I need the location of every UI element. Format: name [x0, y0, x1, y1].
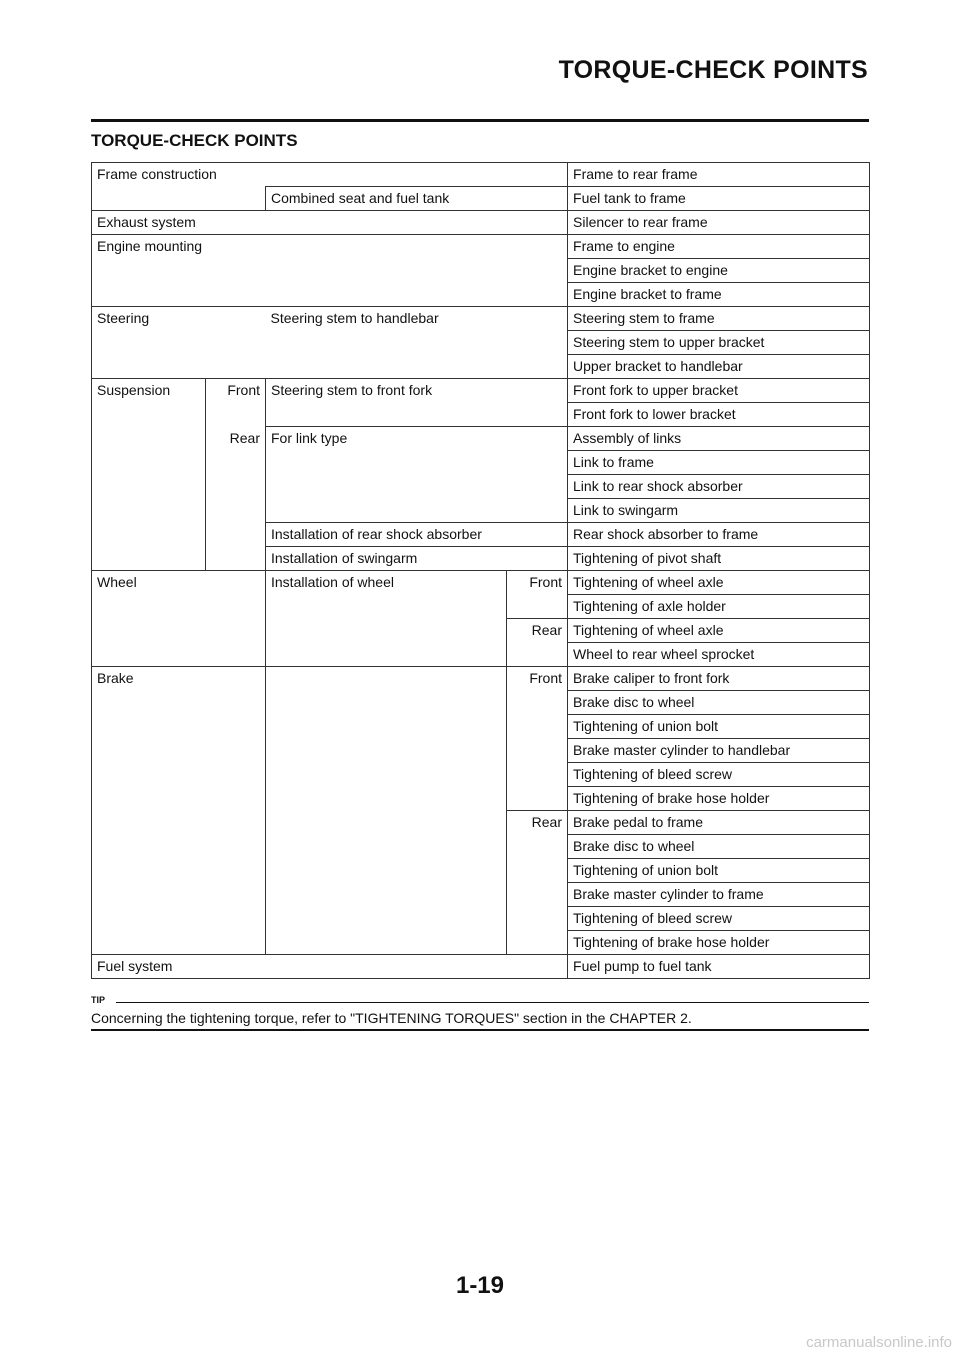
check-point-cell: Frame to rear frame [568, 163, 870, 187]
torque-check-table [91, 162, 870, 979]
check-point-cell: Brake pedal to frame [568, 811, 870, 835]
blank-cell [266, 667, 507, 955]
category-cell: Wheel [92, 571, 266, 667]
position-cell: Rear [206, 427, 266, 571]
check-point-cell: Tightening of brake hose holder [568, 787, 870, 811]
check-point-cell: Fuel pump to fuel tank [568, 955, 870, 979]
tip-rule [116, 1002, 869, 1003]
table-row [92, 427, 870, 451]
position-cell: Front [507, 667, 568, 811]
page-header-title: TORQUE-CHECK POINTS [558, 56, 868, 84]
check-point-cell: Tightening of pivot shaft [568, 547, 870, 571]
check-point-cell: Steering stem to upper bracket [568, 331, 870, 355]
check-point-cell: Rear shock absorber to frame [568, 523, 870, 547]
position-cell: Front [507, 571, 568, 619]
check-point-cell: Front fork to upper bracket [568, 379, 870, 403]
check-point-cell: Steering stem to frame [568, 307, 870, 331]
sub-item-cell: Combined seat and fuel tank [266, 187, 568, 211]
category-cell: Frame construction [92, 163, 568, 187]
header-rule [91, 119, 869, 122]
category-cell: Suspension [92, 379, 206, 571]
check-point-cell: Fuel tank to frame [568, 187, 870, 211]
check-point-cell: Link to rear shock absorber [568, 475, 870, 499]
check-point-cell: Tightening of bleed screw [568, 763, 870, 787]
category-cell: Fuel system [92, 955, 568, 979]
sub-item-cell: Steering stem to handlebar [266, 307, 568, 379]
category-cell: Brake [92, 667, 266, 955]
sub-item-cell: Installation of rear shock absorber [266, 523, 568, 547]
table-row [92, 163, 870, 187]
check-point-cell: Brake disc to wheel [568, 835, 870, 859]
category-cell: Exhaust system [92, 211, 568, 235]
section-title: TORQUE-CHECK POINTS [91, 131, 298, 150]
check-point-cell: Tightening of bleed screw [568, 907, 870, 931]
tip-bottom-rule [91, 1029, 869, 1031]
check-point-cell: Upper bracket to handlebar [568, 355, 870, 379]
check-point-cell: Link to swingarm [568, 499, 870, 523]
check-point-cell: Link to frame [568, 451, 870, 475]
check-point-cell: Brake disc to wheel [568, 691, 870, 715]
page-number: 1-19 [455, 1272, 505, 1299]
check-point-cell: Brake master cylinder to handlebar [568, 739, 870, 763]
check-point-cell: Brake caliper to front fork [568, 667, 870, 691]
check-point-cell: Tightening of union bolt [568, 715, 870, 739]
check-point-cell: Frame to engine [568, 235, 870, 259]
table-row [92, 667, 870, 691]
tip-text: Concerning the tightening torque, refer to "TIGHTENING TORQUES" section in the CHAPTER 2. [91, 1010, 692, 1026]
sub-item-cell: For link type [266, 427, 568, 523]
sub-item-cell: Installation of wheel [266, 571, 507, 667]
table-row [92, 379, 870, 403]
check-point-cell: Silencer to rear frame [568, 211, 870, 235]
check-point-cell: Engine bracket to frame [568, 283, 870, 307]
check-point-cell: Tightening of axle holder [568, 595, 870, 619]
check-point-cell: Engine bracket to engine [568, 259, 870, 283]
table-row [92, 235, 870, 259]
table-row [92, 187, 870, 211]
position-cell: Rear [507, 619, 568, 667]
blank-cell [92, 187, 266, 211]
check-point-cell: Tightening of brake hose holder [568, 931, 870, 955]
position-cell: Rear [507, 811, 568, 955]
category-cell: Steering [92, 307, 266, 379]
check-point-cell: Wheel to rear wheel sprocket [568, 643, 870, 667]
check-point-cell: Front fork to lower bracket [568, 403, 870, 427]
check-point-cell: Tightening of wheel axle [568, 619, 870, 643]
check-point-cell: Brake master cylinder to frame [568, 883, 870, 907]
position-cell: Front [206, 379, 266, 427]
check-point-cell: Tightening of wheel axle [568, 571, 870, 595]
watermark: carmanualsonline.info [806, 1334, 952, 1351]
category-cell: Engine mounting [92, 235, 568, 307]
tip-label: TIP [91, 995, 106, 1005]
check-point-cell: Tightening of union bolt [568, 859, 870, 883]
sub-item-cell: Steering stem to front fork [266, 379, 568, 427]
check-point-cell: Assembly of links [568, 427, 870, 451]
sub-item-cell: Installation of swingarm [266, 547, 568, 571]
table-row [92, 211, 870, 235]
table-row [92, 571, 870, 595]
table-row [92, 307, 870, 331]
table-row [92, 955, 870, 979]
